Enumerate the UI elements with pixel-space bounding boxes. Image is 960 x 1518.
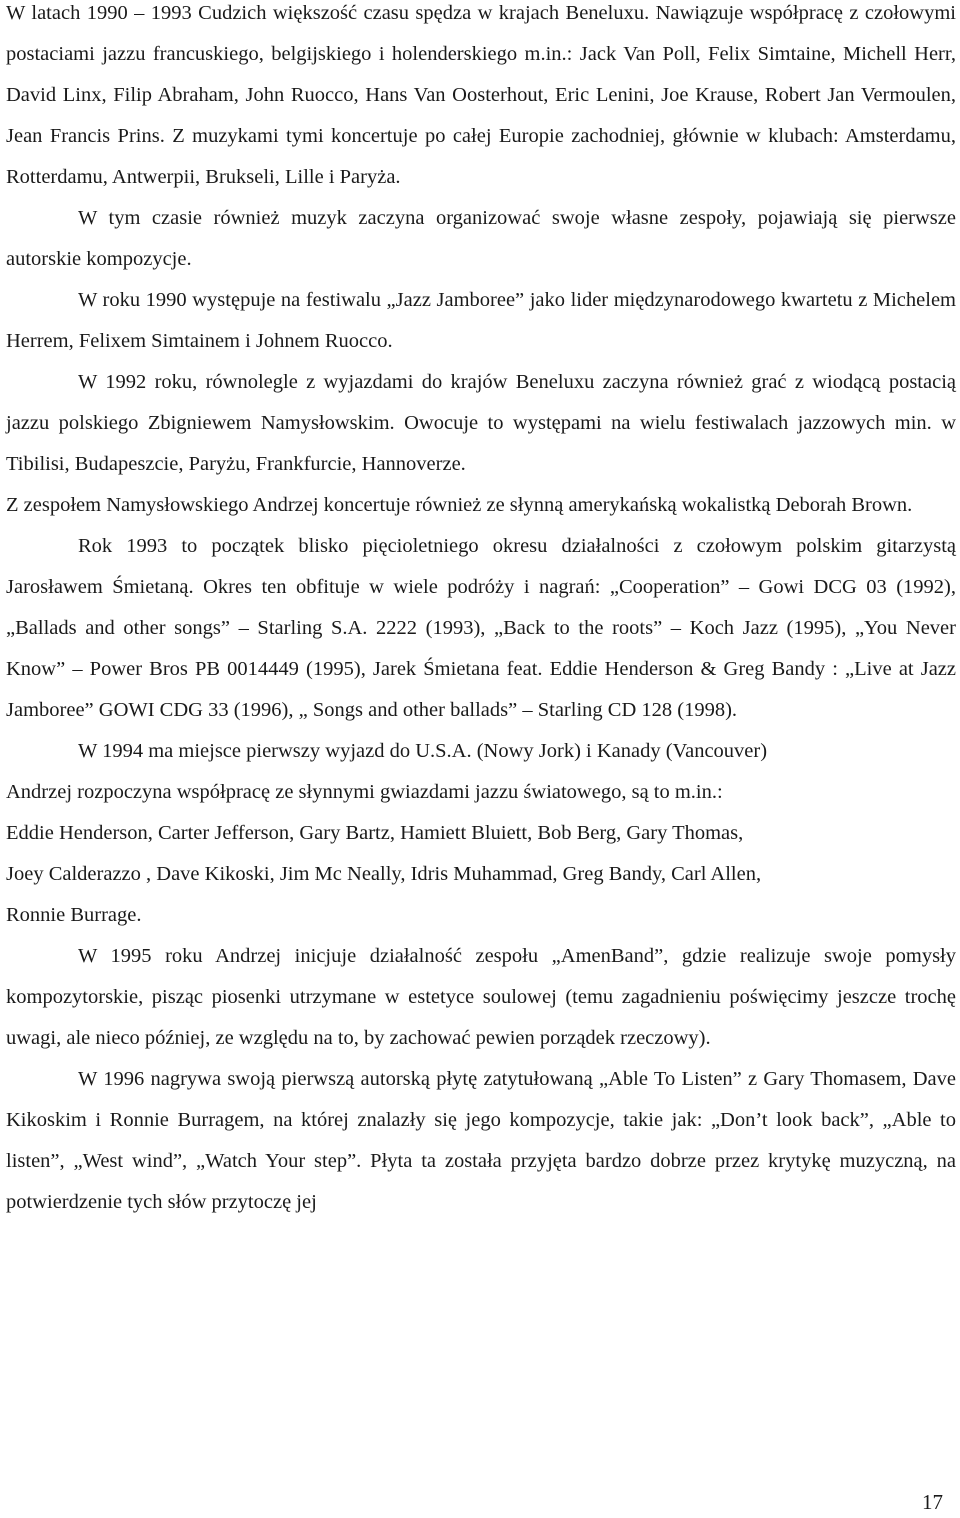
paragraph-5: Rok 1993 to początek blisko pięcioletniego okresu działalności z czołowym polskim gitarzystą Jarosławem Śmietaną. Okres ten obfituje w wiele podróży i nagrań: „Cooperation” – Gowi DCG 03 (1992), „Ballads and other songs” – Starling S.A. 2222 (1993), „Back to the roots” – Koch Jazz (1995), „You Never Know” – Power Bros PB 0014449 (1995), Jarek Śmietana feat. Eddie Henderson & Greg Bandy : „Live at Jazz Jamboree” GOWI CDG 33 (1996), „ Songs and other ballads” – Starling CD 128 (1998).	[6, 535, 956, 721]
paragraph-6: W 1994 ma miejsce pierwszy wyjazd do U.S.A. (Nowy Jork) i Kanady (Vancouver) Andrzej rozpoczyna współpracę ze słynnymi gwiazdami jazzu światowego, są to m.in.: Eddie Henderson, Carter Jefferson, Gary Bartz, Hamiett Bluiett, Bob Berg, Gary Thomas, Joey Calderazzo , Dave Kikoski, Jim Mc Neally, Idris Muhammad, Greg Bandy, Carl Allen, Ronnie Burrage.	[6, 740, 768, 926]
body-text	[6, 0, 956, 1223]
paragraph-8: W 1996 nagrywa swoją pierwszą autorską płytę zatytułowaną „Able To Listen” z Gary Thomasem, Dave Kikoskim i Ronnie Burragem, na której znalazły się jego kompozycje, takie jak: „Don’t look back”, „Able to listen”, „West wind”, „Watch Your step”. Płyta ta została przyjęta bardzo dobrze przez krytykę muzyczną, na potwierdzenie tych słów przytoczę jej	[6, 1068, 956, 1213]
paragraph-3: W roku 1990 występuje na festiwalu „Jazz Jamboree” jako lider międzynarodowego kwartetu z Michelem Herrem, Felixem Simtainem i Johnem Ruocco.	[6, 289, 956, 352]
paragraph-2: W tym czasie również muzyk zaczyna organizować swoje własne zespoły, pojawiają się pierwsze autorskie kompozycje.	[6, 207, 956, 270]
paragraph-7: W 1995 roku Andrzej inicjuje działalność zespołu „AmenBand”, gdzie realizuje swoje pomysły kompozytorskie, pisząc piosenki utrzymane w estetyce soulowej (temu zagadnieniu poświęcimy jeszcze trochę uwagi, ale nieco później, ze względu na to, by zachować pewien porządek rzeczowy).	[6, 945, 956, 1049]
paragraph-4: W 1992 roku, równolegle z wyjazdami do krajów Beneluxu zaczyna również grać z wiodącą postacią jazzu polskiego Zbigniewem Namysłowskim. Owocuje to występami na wielu festiwalach jazzowych min. w Tibilisi, Budapeszcie, Paryżu, Frankfurcie, Hannoverze. Z zespołem Namysłowskiego Andrzej koncertuje również ze słynną amerykańską wokalistką Deborah Brown.	[6, 371, 956, 516]
paragraph-1: W latach 1990 – 1993 Cudzich większość czasu spędza w krajach Beneluxu. Nawiązuje współpracę z czołowymi postaciami jazzu francuskiego, belgijskiego i holenderskiego m.in.: Jack Van Poll, Felix Simtaine, Michell Herr, David Linx, Filip Abraham, John Ruocco, Hans Van Oosterhout, Eric Lenini, Joe Krause, Robert Jan Vermoulen, Jean Francis Prins. Z muzykami tymi koncertuje po całej Europie zachodniej, głównie w klubach: Amsterdamu, Rotterdamu, Antwerpii, Brukseli, Lille i Paryża.	[6, 2, 956, 188]
page-number: 17	[922, 1490, 943, 1514]
